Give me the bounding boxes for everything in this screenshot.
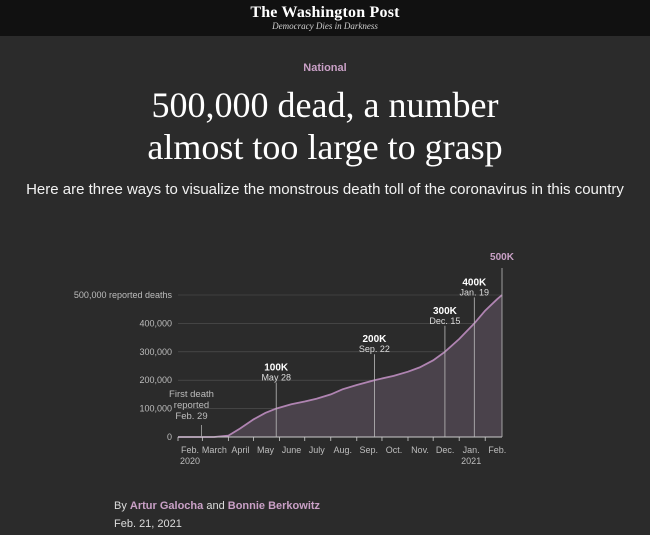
x-tick-sublabel: 2021: [461, 456, 482, 466]
byline-and: and: [206, 500, 225, 512]
annotation-label-small: Jan. 19: [459, 287, 490, 298]
byline: [114, 500, 320, 512]
y-tick-label: 100,000: [139, 403, 172, 414]
tagline: Democracy Dies in Darkness: [272, 21, 378, 31]
annotation-label-small: Sep. 22: [358, 344, 390, 355]
annotation-label-big: 100K: [264, 362, 289, 374]
y-tick-label: 500,000 reported deaths: [73, 290, 172, 300]
annotation-text-first-death: reported: [173, 400, 210, 411]
x-tick-label: Nov.: [411, 445, 429, 455]
deck: Here are three ways to visualize the monstrous death toll of the coronavirus in this country: [26, 181, 624, 198]
headline: [0, 84, 650, 168]
y-tick-label: 400,000: [139, 318, 172, 329]
x-tick-label: April: [231, 445, 250, 455]
deaths-chart: [73, 240, 540, 470]
byline-prefix: By: [114, 500, 127, 512]
annotation-label-big: 500K: [490, 252, 514, 263]
x-tick-label: June: [281, 445, 302, 455]
annotation-text-first-death: Feb. 29: [175, 411, 208, 422]
x-tick-label: Aug.: [333, 445, 353, 455]
annotation-label-big: 400K: [462, 277, 487, 289]
x-tick-label: Feb.: [180, 445, 200, 455]
x-tick-label: May: [257, 445, 275, 455]
x-tick-label: Oct.: [385, 445, 403, 455]
annotation-label-big: 300K: [432, 305, 457, 317]
x-tick-label: July: [308, 445, 325, 455]
top-bar: [0, 0, 650, 36]
section-kicker[interactable]: National: [303, 62, 347, 74]
x-tick-label: Sep.: [359, 445, 379, 455]
author-link-1[interactable]: Artur Galocha: [129, 500, 204, 512]
x-tick-label: March: [201, 445, 227, 455]
annotation-label-small: Dec. 15: [429, 315, 461, 326]
x-tick-label: Dec.: [435, 445, 455, 455]
author-link-2[interactable]: Bonnie Berkowitz: [227, 500, 321, 512]
annotation-label-big: 200K: [362, 334, 387, 346]
annotation-label-small: May 28: [261, 372, 291, 383]
headline-line-2: almost too large to grasp: [147, 127, 503, 167]
publish-date: Feb. 21, 2021: [114, 518, 182, 530]
headline-line-1: 500,000 dead, a number: [151, 85, 499, 125]
y-tick-label: 0: [166, 432, 172, 442]
x-tick-sublabel: 2020: [179, 456, 201, 466]
y-tick-label: 300,000: [139, 346, 172, 357]
y-tick-label: 200,000: [139, 375, 172, 386]
x-tick-label: Feb.: [488, 445, 507, 455]
masthead-logo[interactable]: The Washington Post: [250, 4, 400, 21]
annotation-text-first-death: First death: [169, 389, 214, 400]
x-tick-label: Jan.: [462, 445, 480, 455]
